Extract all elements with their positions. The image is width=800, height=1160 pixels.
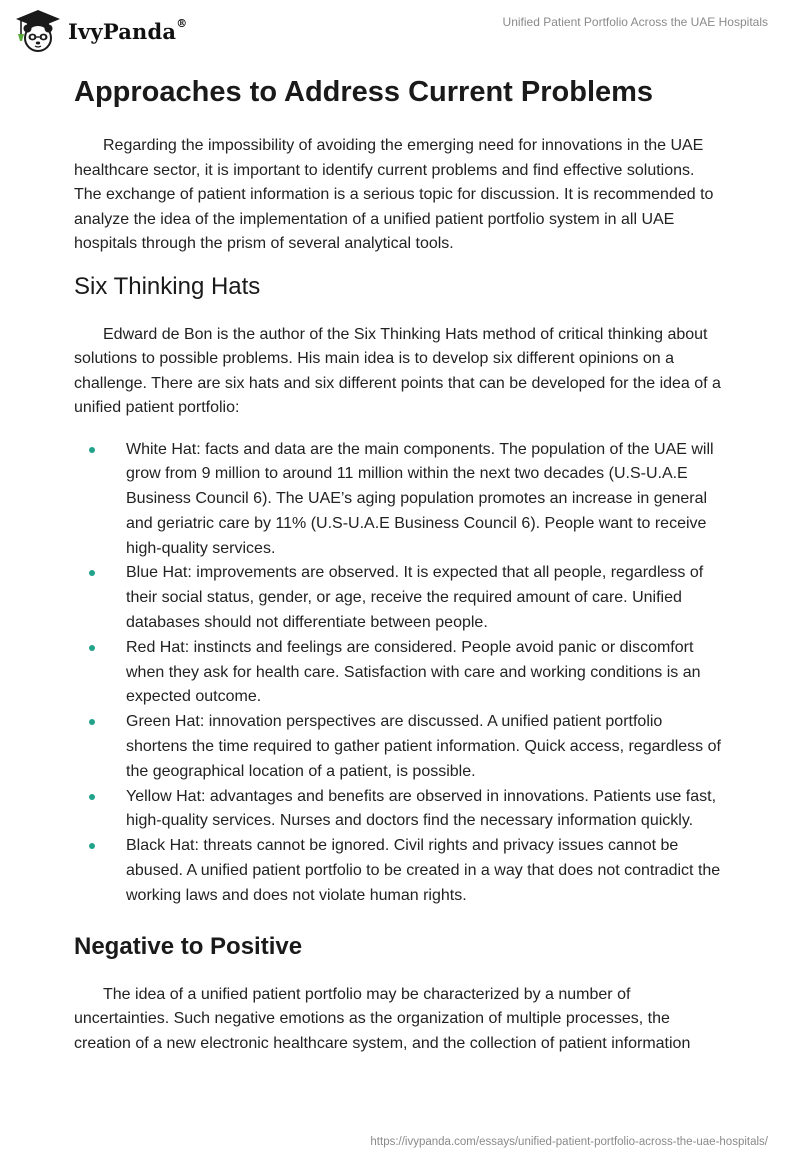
article-body [74, 72, 724, 1056]
list-item-red-hat: Red Hat: instincts and feelings are considered. People avoid panic or discomfort when they ask for health care. Satisfaction with care and working conditions is an expected outcome. [74, 636, 724, 710]
list-item-green-hat: Green Hat: innovation perspectives are discussed. A unified patient portfolio shortens the time required to gather patient information. Quick access, regardless of the geographical location of a patient, is possible. [74, 710, 724, 784]
section-paragraph: Edward de Bon is the author of the Six Thinking Hats method of critical thinking about solutions to possible problems. His main idea is to develop six different opinions on a challenge. There are six hats and six different points that can be developed for the idea of a unified patient portfolio: [74, 325, 721, 416]
list-item-black-hat: Black Hat: threats cannot be ignored. Civil rights and privacy issues cannot be abused. A unified patient portfolio to be created in a way that does not contradict the working laws and does not violate human rights. [74, 834, 724, 908]
section-heading-negative-to-positive: Negative to Positive [74, 932, 303, 960]
bullet-icon [89, 447, 95, 453]
hats-list [74, 438, 724, 909]
panda-graduate-icon [14, 8, 62, 54]
ivypanda-logo[interactable] [14, 8, 187, 54]
logo-wordmark: IvyPanda® [68, 16, 188, 44]
list-item-blue-hat: Blue Hat: improvements are observed. It is expected that all people, regardless of their social status, gender, or age, receive the required amount of care. Unified databases should not differentiate between people. [74, 561, 724, 635]
list-item-yellow-hat: Yellow Hat: advantages and benefits are observed in innovations. Patients use fast, high-quality services. Nurses and doctors find the necessary information quickly. [74, 785, 724, 835]
bullet-icon [89, 843, 95, 849]
section-heading-six-thinking-hats: Six Thinking Hats [74, 272, 261, 300]
page-header [0, 0, 800, 66]
section-paragraph: The idea of a unified patient portfolio may be characterized by a number of uncertainties. Such negative emotions as the organization of multiple processes, the creation of a new electronic healthcare system, and the collection of patient information [74, 985, 691, 1052]
bullet-icon [89, 794, 95, 800]
document-title: Unified Patient Portfolio Across the UAE Hospitals [502, 15, 768, 29]
source-url[interactable]: https://ivypanda.com/essays/unified-patient-portfolio-across-the-uae-hospitals/ [370, 1136, 768, 1148]
intro-paragraph: Regarding the impossibility of avoiding the emerging need for innovations in the UAE healthcare sector, it is important to identify current problems and find effective solutions. The exchange of patient information is a serious topic for discussion. It is recommended to analyze the idea of the implementation of a unified patient portfolio system in all UAE hospitals through the prism of several analytical tools. [74, 137, 714, 252]
page-title: Approaches to Address Current Problems [74, 76, 654, 108]
bullet-icon [89, 645, 95, 651]
bullet-icon [89, 719, 95, 725]
bullet-icon [89, 570, 95, 576]
list-item-white-hat: White Hat: facts and data are the main components. The population of the UAE will grow from 9 million to around 11 million within the next two decades (U.S-U.A.E Business Council 6). The UAE’s aging population promotes an increase in general and geriatric care by 11% (U.S-U.A.E Business Council 6). People want to receive high-quality services. [74, 438, 724, 562]
